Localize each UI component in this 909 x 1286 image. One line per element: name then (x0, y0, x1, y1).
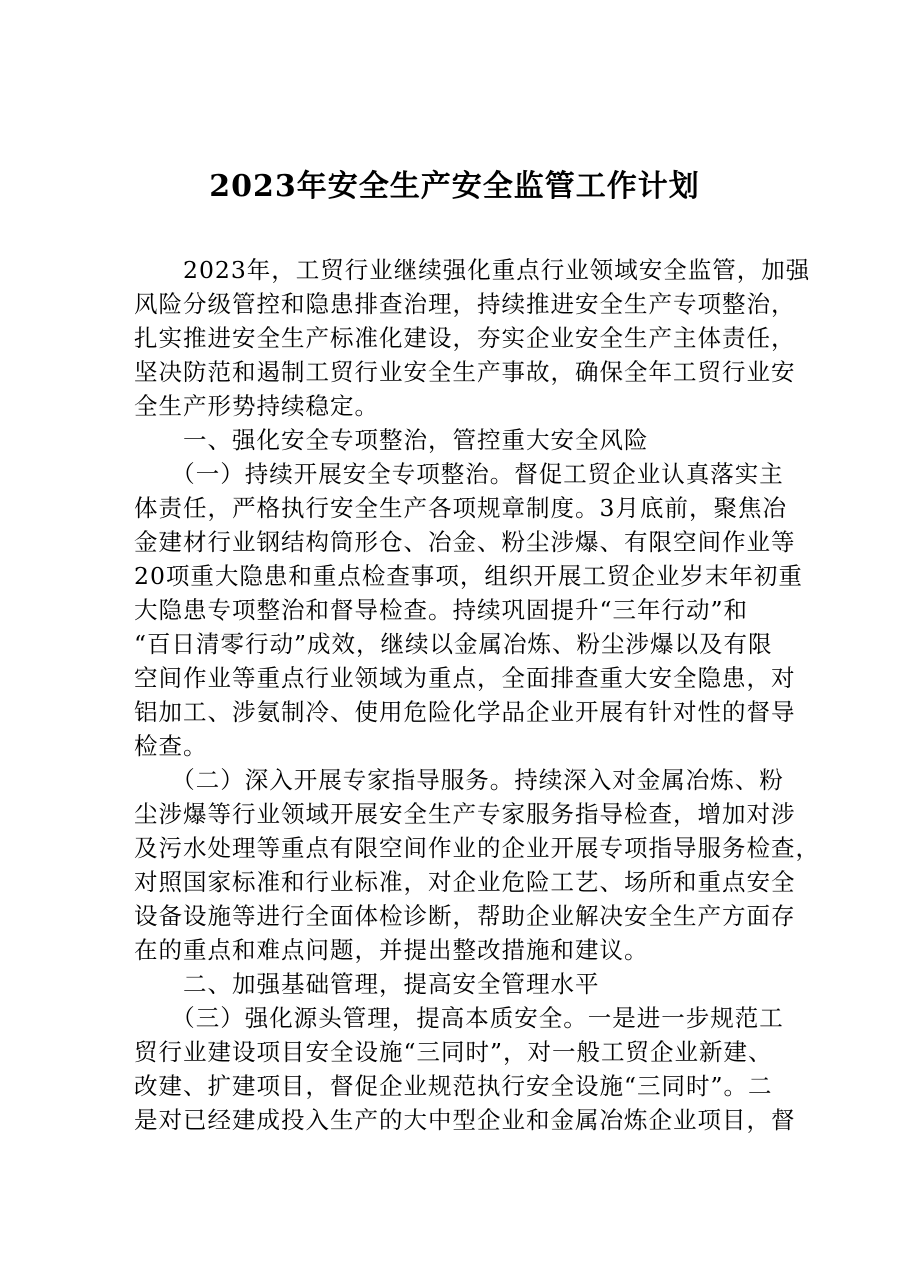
paragraph-line: 改建、扩建项目，督促企业规范执行安全设施“三同时”。二 (134, 1072, 773, 1100)
paragraph-line: 在的重点和难点问题，并提出整改措施和建议。 (134, 936, 649, 964)
paragraph-line: 20项重大隐患和重点检查事项，组织开展工贸企业岁末年初重 (134, 562, 803, 590)
paragraph-line: 对照国家标准和行业标准，对企业危险工艺、场所和重点安全 (134, 868, 796, 896)
document-title: 2023年安全生产安全监管工作计划 (209, 169, 700, 204)
paragraph-line: 坚决防范和遏制工贸行业安全生产事故，确保全年工贸行业安 (134, 358, 796, 386)
paragraph-line: 及污水处理等重点有限空间作业的企业开展专项指导服务检查， (134, 834, 820, 862)
paragraph-line: 大隐患专项整治和督导检查。持续巩固提升“三年行动”和 (134, 596, 749, 624)
paragraph-line: （二）深入开展专家指导服务。持续深入对金属冶炼、粉 (134, 766, 784, 794)
paragraph-line: 金建材行业钢结构筒形仓、冶金、粉尘涉爆、有限空间作业等 (134, 528, 796, 556)
paragraph-line: 是对已经建成投入生产的大中型企业和金属冶炼企业项目，督 (134, 1106, 796, 1134)
paragraph-line: 检查。 (134, 732, 208, 760)
paragraph-line: “百日清零行动”成效，继续以金属冶炼、粉尘涉爆以及有限 (134, 630, 773, 658)
paragraph-line: （三）强化源头管理，提高本质安全。一是进一步规范工 (134, 1004, 784, 1032)
paragraph-line: 尘涉爆等行业领域开展安全生产专家服务指导检查，增加对涉 (134, 800, 796, 828)
paragraph-line: （一）持续开展安全专项整治。督促工贸企业认真落实主 (134, 460, 784, 488)
paragraph-line: 设备设施等进行全面体检诊断，帮助企业解决安全生产方面存 (134, 902, 796, 930)
paragraph-line: 贸行业建设项目安全设施“三同时”，对一般工贸企业新建、 (134, 1038, 773, 1066)
paragraph-line: 体责任，严格执行安全生产各项规章制度。3月底前，聚焦冶 (134, 494, 787, 522)
paragraph-line: 空间作业等重点行业领域为重点，全面排查重大安全隐患，对 (134, 664, 796, 692)
paragraph-line: 铝加工、涉氨制冷、使用危险化学品企业开展有针对性的督导 (134, 698, 796, 726)
section-heading: 一、强化安全专项整治，管控重大安全风险 (134, 426, 649, 454)
paragraph-line: 全生产形势持续稳定。 (134, 392, 379, 420)
paragraph-line: 2023年，工贸行业继续强化重点行业领域安全监管，加强 (134, 256, 811, 284)
paragraph-line: 风险分级管控和隐患排查治理，持续推进安全生产专项整治， (134, 290, 796, 318)
paragraph-line: 扎实推进安全生产标准化建设，夯实企业安全生产主体责任， (134, 324, 796, 352)
section-heading: 二、加强基础管理，提高安全管理水平 (134, 970, 600, 998)
